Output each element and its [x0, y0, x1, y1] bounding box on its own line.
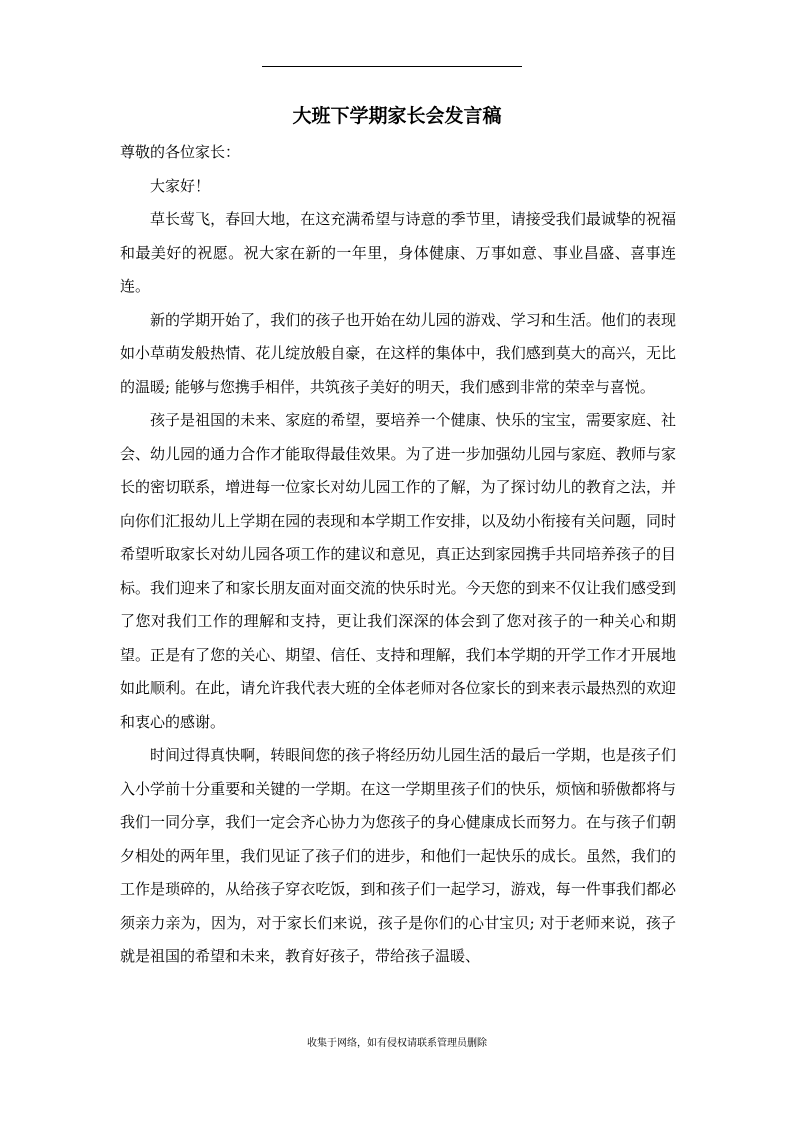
- footer-note: 收集于网络，如有侵权请联系管理员删除: [307, 1038, 487, 1049]
- paragraph-2: 新的学期开始了，我们的孩子也开始在幼儿园的游戏、学习和生活。他们的表现如小草萌发般热情、花儿绽放般自豪，在这样的集体中，我们感到莫大的高兴，无比的温暖; 能够与您携手相伴，共筑孩子美好的明天，我们感到非常的荣幸与喜悦。: [120, 310, 676, 396]
- greeting: 大家好！: [150, 176, 211, 195]
- paragraph-1: 草长莺飞，春回大地，在这充满希望与诗意的季节里，请接受我们最诚挚的祝福和最美好的祝愿。祝大家在新的一年里，身体健康、万事如意、事业昌盛、喜事连连。: [120, 210, 676, 295]
- paragraph-4: 时间过得真快啊，转眼间您的孩子将经历幼儿园生活的最后一学期，也是孩子们入小学前十分重要和关键的一学期。在这一学期里孩子们的快乐，烦恼和骄傲都将与我们一同分享，我们一定会齐心协力为您孩子的身心健康成长而努力。在与孩子们朝夕相处的两年里，我们见证了孩子们的进步，和他们一起快乐的成长。虽然，我们的工作是琐碎的，从给孩子穿衣吃饭，到和孩子们一起学习，游戏，每一件事我们都必须亲力亲为，因为，对于家长们来说，孩子是你们的心甘宝贝; 对于老师来说，孩子就是祖国的希望和未来，教育好孩子，带给孩子温暖、: [120, 746, 676, 965]
- paragraph-3: 孩子是祖国的未来、家庭的希望，要培养一个健康、快乐的宝宝，需要家庭、社会、幼儿园的通力合作才能取得最佳效果。为了进一步加强幼儿园与家庭、教师与家长的密切联系，增进每一位家长对幼儿园工作的了解，为了探讨幼儿的教育之法，并向你们汇报幼儿上学期在园的表现和本学期工作安排，以及幼小衔接有关问题，同时希望听取家长对幼儿园各项工作的建议和意见，真正达到家园携手共同培养孩子的目标。我们迎来了和家长朋友面对面交流的快乐时光。今天您的到来不仅让我们感受到了您对我们工作的理解和支持，更让我们深深的体会到了您对孩子的一种关心和期望。正是有了您的关心、期望、信任、支持和理解，我们本学期的开学工作才开展地如此顺利。在此，请允许我代表大班的全体老师对各位家长的到来表示最热烈的欢迎和衷心的感谢。: [120, 411, 676, 731]
- header-rule: [262, 66, 522, 67]
- document-title: 大班下学期家长会发言稿: [292, 105, 502, 127]
- salutation: 尊敬的各位家长：: [120, 143, 241, 161]
- document-body: [120, 136, 676, 974]
